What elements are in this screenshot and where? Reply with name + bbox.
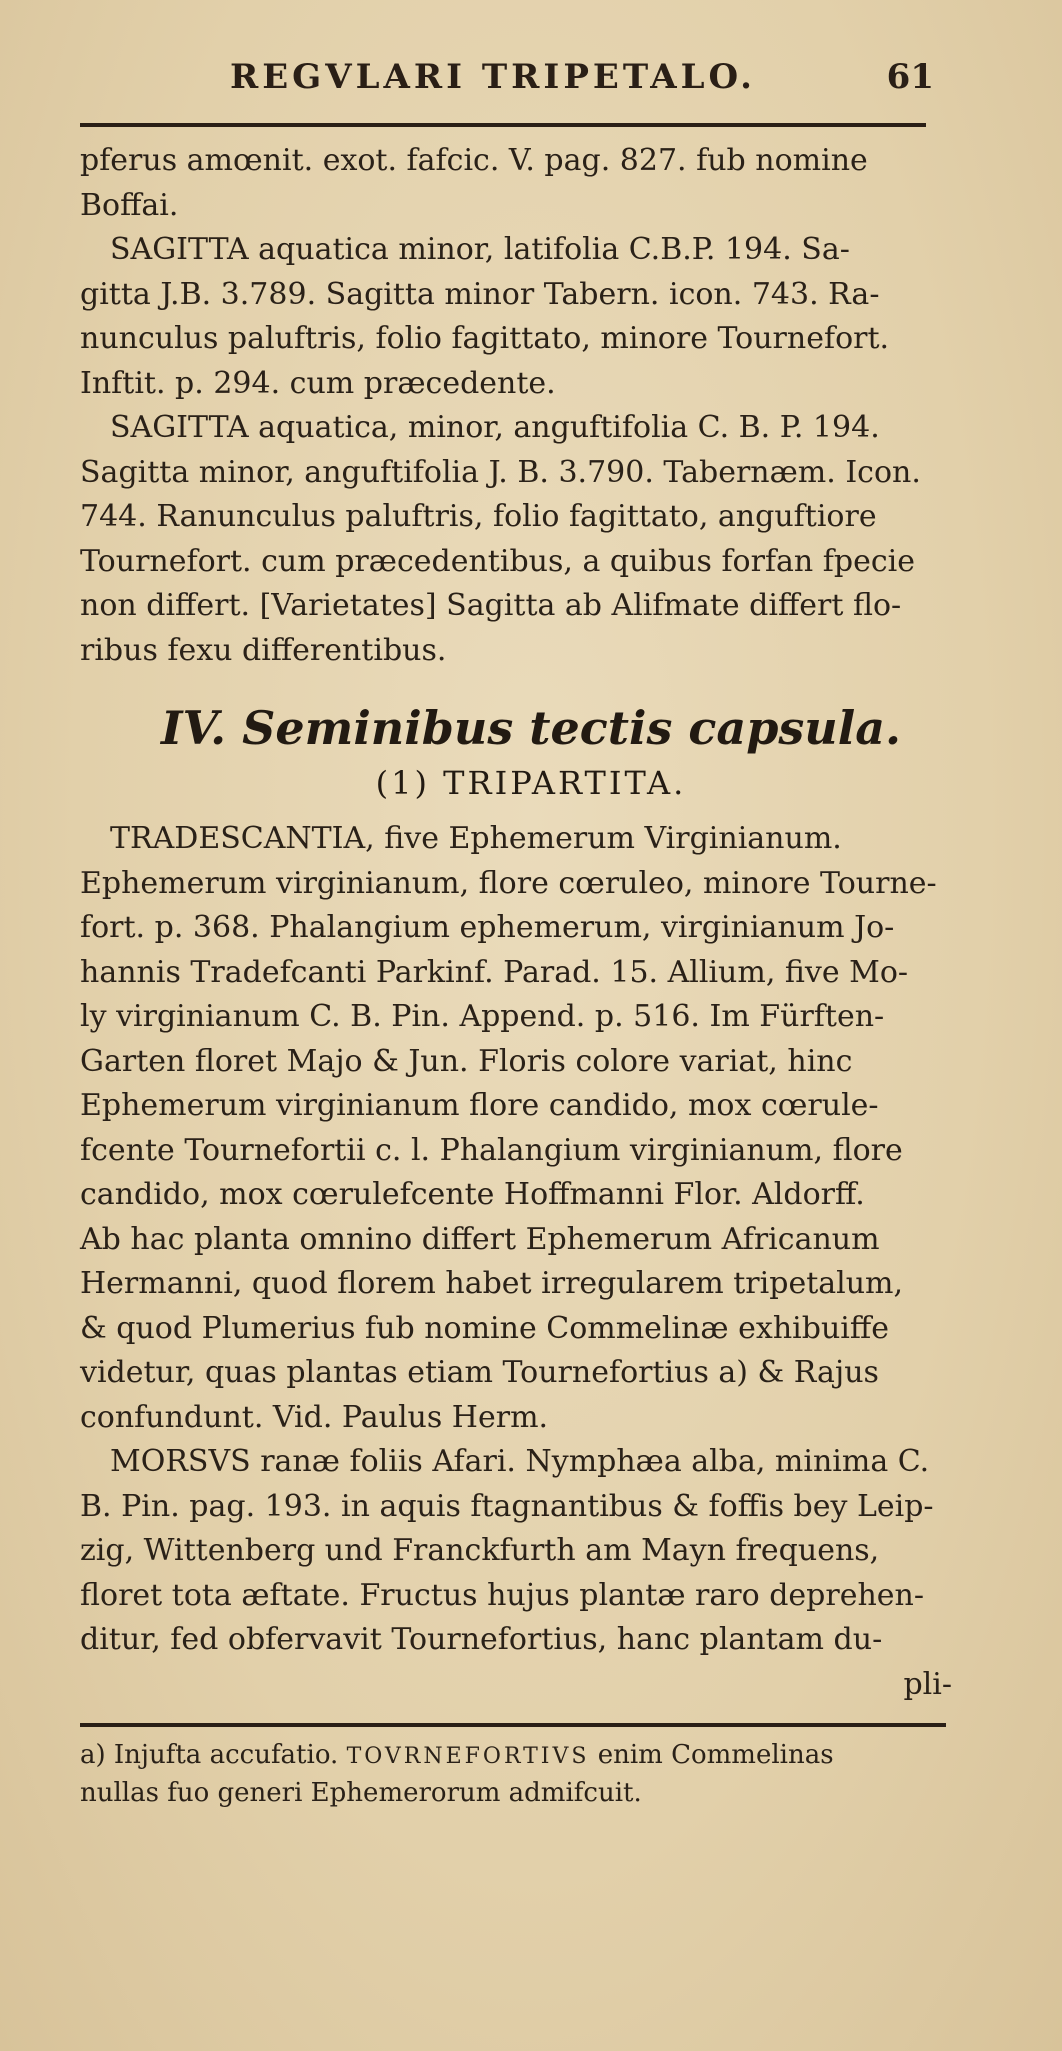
page-number: 61 [886,57,934,97]
text-line: SAGITTA aquatica, minor, anguftifolia C. B. P. 194. [110,410,880,445]
text-line: Sagitta minor, anguftifolia J. B. 3.790. Tabernæm. Icon. [80,454,921,490]
section-heading: IV. Seminibus tectis capsula. [160,701,902,755]
text-line: pferus amœnit. exot. fafcic. V. pag. 827. fub nomine [80,143,868,178]
text-line: Inftit. p. 294. cum præcedente. [80,365,556,401]
text-line: Tournefort. cum præcedentibus, a quibus forfan fpecie [80,543,916,579]
text-line: candido, mox cœrulefcente Hoffmanni Flor. Aldorff. [80,1177,865,1212]
footnote [80,1737,952,1811]
text-line: & quod Plumerius fub nomine Commelinæ exhibuiffe [80,1310,889,1346]
text-line: hannis Tradefcanti Parkinf. Parad. 15. Allium, five Mo- [80,954,909,990]
footnote-author: TOVRNEFORTIVS [346,1744,590,1769]
text-line: zig, Wittenberg und Franckfurth am Mayn frequens, [80,1533,880,1568]
text-line: Ephemerum virginianum, flore cœruleo, minore Tourne- [80,865,937,901]
text-line: ditur, fed obfervavit Tournefortius, hanc plantam du- [80,1622,883,1657]
running-head: REGVLARI TRIPETALO. [230,57,757,97]
body-text [80,139,952,673]
text-line: TRADESCANTIA, five Ephemerum Virginianum. [110,821,842,856]
text-line: fcente Tournefortii c. l. Phalangium virginianum, flore [80,1132,903,1168]
footnote-line: nullas fuo generi Ephemerorum admifcuit. [80,1778,642,1808]
text-line: Ab hac planta omnino differt Ephemerum Africanum [80,1221,880,1257]
text-line: Hermanni, quod florem habet irregularem tripetalum, [80,1266,904,1301]
text-line: Garten floret Majo & Jun. Floris colore variat, hinc [80,1043,853,1079]
text-line: Boffai. [80,187,179,223]
footnote-text: a) Injufta accufatio. [80,1740,347,1770]
text-line: non differt. [Varietates] Sagitta ab Alifmate differt flo- [80,588,902,623]
text-line: confundunt. Vid. Paulus Herm. [80,1399,549,1435]
text-line: ly virginianum C. B. Pin. Append. p. 516. Im Fürften- [80,999,885,1034]
header-rule [80,123,926,127]
subsection-heading: (1) TRIPARTITA. [375,764,687,802]
text-line: floret tota æftate. Fructus hujus plantæ raro deprehen- [80,1577,925,1613]
footnote-text: enim Commelinas [589,1740,834,1770]
text-line: videtur, quas plantas etiam Tournefortius a) & Rajus [80,1355,879,1390]
text-line: nunculus paluftris, folio fagittato, minore Tournefort. [80,321,890,356]
text-line: fort. p. 368. Phalangium ephemerum, virginianum Jo- [80,910,895,945]
text-line: MORSVS ranæ foliis Afari. Nymphæa alba, minima C. [110,1444,930,1479]
text-line: gitta J.B. 3.789. Sagitta minor Tabern. icon. 743. Ra- [80,276,880,312]
footnote-line [80,1737,952,1775]
page-header [80,55,982,115]
footnote-rule [80,1723,946,1727]
body-text-2 [80,817,952,1707]
text-line: SAGITTA aquatica minor, latifolia C.B.P. 194. Sa- [110,232,850,267]
text-line: 744. Ranunculus paluftris, folio fagittato, anguftiore [80,499,877,534]
text-line: Ephemerum virginianum flore candido, mox cœrule- [80,1088,879,1123]
catchword: pli- [903,1666,952,1702]
text-line: ribus fexu differentibus. [80,632,447,668]
text-line: B. Pin. pag. 193. in aquis ftagnantibus & foffis bey Leip- [80,1488,934,1524]
